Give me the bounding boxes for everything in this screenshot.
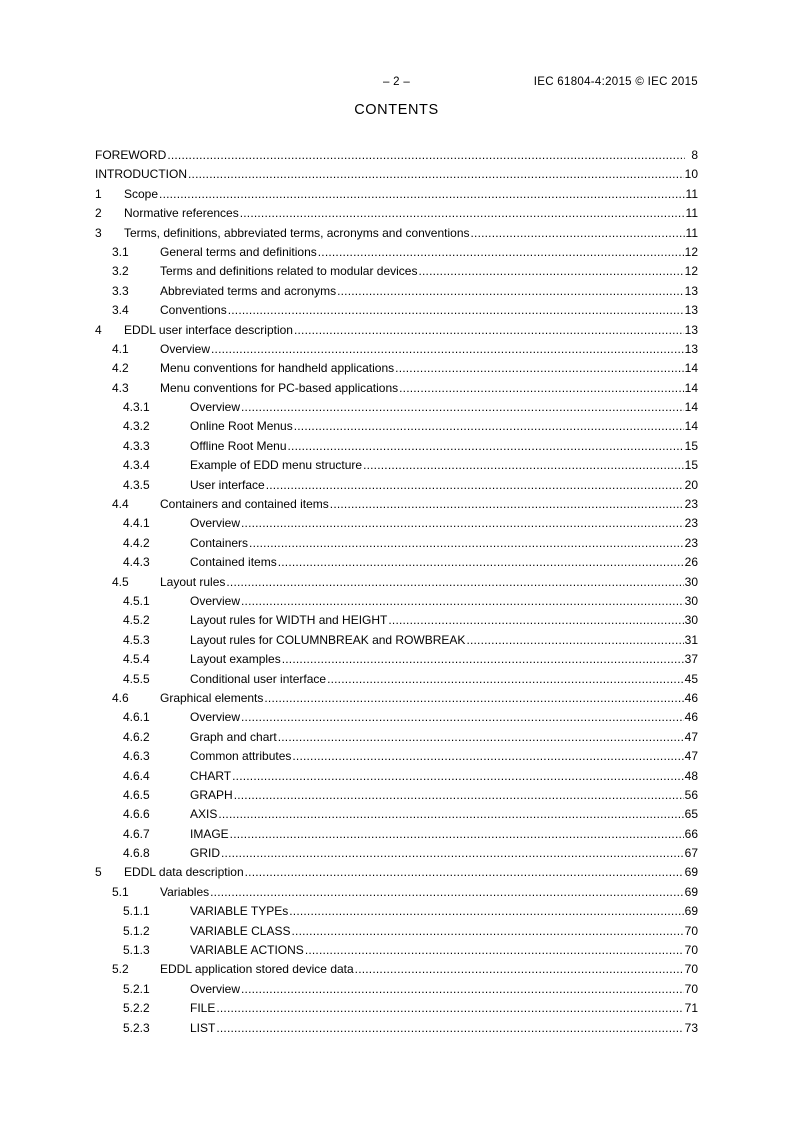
toc-entry-title: Layout rules for COLUMNBREAK and ROWBREAK [190,632,466,647]
toc-entry-page: 67 [684,846,698,861]
toc-entry-title: Variables [160,884,210,899]
toc-entry[interactable] [95,708,698,727]
toc-entry-title: VARIABLE TYPEs [190,904,289,919]
toc-dot-leader [337,282,684,301]
toc-entry[interactable] [95,573,698,592]
toc-entry-page: 45 [684,671,698,686]
toc-entry-page: 71 [684,1001,698,1016]
toc-entry-number: 4 [95,322,102,337]
toc-entry-title: GRAPH [190,787,233,802]
toc-entry-page: 47 [684,749,698,764]
toc-entry-page: 10 [684,167,698,182]
toc-entry[interactable] [95,670,698,689]
toc-entry-number: 3.4 [112,303,129,318]
toc-entry[interactable] [95,243,698,262]
toc-entry-page: 65 [684,807,698,822]
toc-dot-leader [241,980,684,999]
toc-dot-leader [388,611,683,630]
toc-entry[interactable] [95,379,698,398]
page-number: – 2 – [382,76,411,88]
toc-entry-title: AXIS [190,807,218,822]
page-title: CONTENTS [354,102,439,118]
toc-dot-leader [363,456,684,475]
toc-entry-title: Graphical elements [160,690,264,705]
toc-entry-page: 48 [684,768,698,783]
toc-entry-title: Conditional user interface [190,671,327,686]
toc-entry-number: 4.6.4 [123,768,150,783]
toc-entry[interactable] [95,553,698,572]
toc-entry-title: Common attributes [190,749,292,764]
toc-entry-page: 26 [684,555,698,570]
toc-entry-title: Overview [160,341,211,356]
toc-entry-title: Overview [190,981,241,996]
toc-entry-page: 13 [684,322,698,337]
toc-entry-number: 4.5.1 [123,593,150,608]
toc-dot-leader [232,767,684,786]
toc-entry[interactable] [95,825,698,844]
toc-dot-leader [249,534,684,553]
toc-dot-leader [228,301,684,320]
toc-entry-title: Abbreviated terms and acronyms [160,283,337,298]
toc-entry-page: 30 [684,574,698,589]
toc-entry-page: 14 [684,380,698,395]
toc-entry-title: Overview [190,516,241,531]
toc-entry[interactable] [95,514,698,533]
toc-entry-title: Layout examples [190,652,281,667]
toc-entry-number: 3.3 [112,283,129,298]
toc-entry[interactable] [95,922,698,941]
toc-entry[interactable] [95,165,698,184]
toc-dot-leader [211,340,684,359]
toc-entry-number: 4.3.3 [123,438,150,453]
toc-entry[interactable] [95,611,698,630]
toc-entry-title: EDDL application stored device data [160,962,354,977]
toc-dot-leader [241,398,684,417]
toc-entry-title: Layout rules [160,574,226,589]
toc-dot-leader [330,495,684,514]
toc-entry-page: 47 [684,729,698,744]
document-id: IEC 61804-4:2015 © IEC 2015 [533,76,698,88]
toc-dot-leader [264,689,683,708]
toc-entry-page: 70 [684,923,698,938]
toc-entry[interactable] [95,902,698,921]
toc-entry-page: 69 [684,904,698,919]
toc-entry-number: 4.3.5 [123,477,150,492]
toc-dot-leader [226,573,683,592]
toc-entry[interactable] [95,1019,698,1038]
toc-entry-page: 70 [684,962,698,977]
toc-dot-leader [241,708,684,727]
toc-entry-page: 70 [684,981,698,996]
toc-entry-title: Scope [124,186,159,201]
toc-entry-page: 13 [684,341,698,356]
toc-dot-leader [471,224,685,243]
toc-entry[interactable] [95,767,698,786]
toc-entry[interactable] [95,437,698,456]
toc-dot-leader [399,379,684,398]
toc-entry-number: 4.2 [112,361,129,376]
toc-entry[interactable] [95,650,698,669]
toc-entry-number: 4.3.1 [123,400,150,415]
toc-dot-leader [288,437,684,456]
toc-entry-number: 5.1 [112,884,129,899]
toc-entry-number: 4.4 [112,497,129,512]
toc-entry-number: 4.6 [112,690,129,705]
toc-entry-title: Overview [190,593,241,608]
toc-entry[interactable] [95,282,698,301]
toc-entry-title: Contained items [190,555,277,570]
toc-entry-page: 11 [685,206,698,221]
toc-dot-leader [216,999,683,1018]
toc-entry[interactable] [95,301,698,320]
toc-entry-number: 4.6.5 [123,787,150,802]
toc-dot-leader [355,960,684,979]
toc-entry-title: Menu conventions for PC-based applications [160,380,399,395]
toc-entry-page: 12 [684,244,698,259]
toc-entry-title: VARIABLE ACTIONS [190,943,304,958]
toc-entry-title: Terms and definitions related to modular devices [160,264,418,279]
toc-entry[interactable] [95,476,698,495]
toc-entry-title: EDDL user interface description [124,322,293,337]
toc-dot-leader [278,553,684,572]
toc-dot-leader [418,262,683,281]
toc-entry-page: 14 [684,419,698,434]
toc-entry-page: 23 [684,516,698,531]
toc-entry-title: FILE [190,1001,216,1016]
toc-entry-number: 4.4.2 [123,535,150,550]
toc-entry-number: 4.5.5 [123,671,150,686]
toc-entry-page: 20 [684,477,698,492]
toc-entry-number: 4.3 [112,380,129,395]
toc-dot-leader [216,1019,683,1038]
toc-dot-leader [318,243,684,262]
toc-entry-number: 3.1 [112,244,129,259]
toc-entry-title: Terms, definitions, abbreviated terms, acronyms and conventions [124,225,470,240]
toc-entry-title: Example of EDD menu structure [190,458,363,473]
toc-entry[interactable] [95,534,698,553]
toc-entry-title: General terms and definitions [160,244,317,259]
toc-entry-page: 8 [691,148,698,162]
toc-entry[interactable] [95,805,698,824]
toc-dot-leader [245,863,684,882]
toc-entry-title: Online Root Menus [190,419,293,434]
page-header [95,76,698,92]
toc-entry-page: 14 [684,400,698,415]
toc-entry-title: Overview [190,400,241,415]
toc-entry-number: 4.5 [112,574,129,589]
toc-entry-title: INTRODUCTION [95,167,187,182]
toc-entry-title: Overview [190,710,241,725]
toc-entry[interactable] [95,883,698,902]
toc-entry-number: 5.1.3 [123,943,150,958]
toc-dot-leader [327,670,684,689]
toc-entry-page: 66 [684,826,698,841]
toc-dot-leader [221,844,684,863]
toc-entry-number: 3.2 [112,264,129,279]
toc-entry-number: 5.2.3 [123,1020,150,1035]
toc-entry[interactable] [95,417,698,436]
toc-entry[interactable] [95,204,698,223]
toc-entry[interactable] [95,980,698,999]
toc-entry-page: 30 [684,593,698,608]
toc-entry-page: 11 [685,186,698,201]
toc-entry-title: Normative references [124,206,239,221]
toc-dot-leader [292,922,684,941]
toc-dot-leader [294,321,684,340]
toc-entry-number: 4.6.7 [123,826,150,841]
toc-dot-leader [294,417,684,436]
toc-dot-leader [289,902,683,921]
table-of-contents [95,146,698,1038]
toc-entry-number: 2 [95,206,102,221]
toc-entry-number: 4.5.4 [123,652,150,667]
toc-entry-page: 14 [684,361,698,376]
toc-entry-number: 4.6.2 [123,729,150,744]
toc-entry[interactable] [95,185,698,204]
toc-entry-page: 13 [684,283,698,298]
toc-entry-number: 4.1 [112,341,129,356]
toc-entry[interactable] [95,262,698,281]
toc-entry[interactable] [95,146,698,165]
toc-entry-number: 1 [95,186,102,201]
toc-entry-page: 15 [684,458,698,473]
toc-dot-leader [218,805,683,824]
toc-entry-title: Layout rules for WIDTH and HEIGHT [190,613,388,628]
toc-entry[interactable] [95,592,698,611]
toc-dot-leader [241,592,684,611]
toc-entry-title: GRID [190,846,220,861]
toc-entry-title: Menu conventions for handheld applications [160,361,395,376]
toc-entry[interactable] [95,456,698,475]
toc-entry-number: 4.6.6 [123,807,150,822]
toc-entry-title: Containers and contained items [160,497,329,512]
toc-dot-leader [266,476,684,495]
toc-entry-page: 37 [684,652,698,667]
toc-entry-page: 46 [684,690,698,705]
toc-dot-leader [188,165,684,184]
toc-entry-title: Graph and chart [190,729,277,744]
toc-entry[interactable] [95,359,698,378]
toc-entry-title: IMAGE [190,826,229,841]
toc-dot-leader [234,786,684,805]
toc-entry[interactable] [95,689,698,708]
toc-entry-title: FOREWORD [95,148,167,162]
toc-entry-title: EDDL data description [124,865,244,880]
toc-dot-leader [159,185,685,204]
toc-entry-title: User interface [190,477,265,492]
toc-entry-number: 4.5.2 [123,613,150,628]
toc-dot-leader [282,650,684,669]
toc-entry[interactable] [95,340,698,359]
toc-entry-title: Offline Root Menu [190,438,287,453]
toc-dot-leader [241,514,684,533]
toc-dot-leader [240,204,685,223]
toc-entry[interactable] [95,747,698,766]
toc-dot-leader [230,825,684,844]
toc-dot-leader [210,883,684,902]
toc-entry[interactable] [95,999,698,1018]
toc-entry-page: 46 [684,710,698,725]
toc-entry-page: 70 [684,943,698,958]
toc-entry-number: 4.5.3 [123,632,150,647]
toc-entry-page: 13 [684,303,698,318]
toc-entry[interactable] [95,224,698,243]
toc-entry-title: LIST [190,1020,216,1035]
toc-entry-number: 4.3.4 [123,458,150,473]
toc-entry-number: 5.2 [112,962,129,977]
toc-entry-number: 3 [95,225,102,240]
toc-entry-page: 69 [684,865,698,880]
toc-entry[interactable] [95,321,698,340]
toc-entry-number: 4.6.8 [123,846,150,861]
toc-dot-leader [292,747,683,766]
toc-dot-leader [167,146,685,165]
toc-entry-number: 5.2.1 [123,981,150,996]
toc-entry-number: 5.1.1 [123,904,150,919]
toc-entry[interactable] [95,398,698,417]
toc-entry[interactable] [95,863,698,882]
toc-entry-page: 56 [684,787,698,802]
toc-entry-title: VARIABLE CLASS [190,923,291,938]
toc-entry-page: 23 [684,497,698,512]
toc-entry-number: 5 [95,865,102,880]
toc-entry-page: 73 [684,1020,698,1035]
toc-entry-page: 15 [684,438,698,453]
toc-dot-leader [278,728,684,747]
toc-entry-number: 4.4.1 [123,516,150,531]
toc-entry[interactable] [95,844,698,863]
toc-entry-number: 4.4.3 [123,555,150,570]
toc-entry[interactable] [95,728,698,747]
toc-dot-leader [466,631,683,650]
toc-entry-number: 4.3.2 [123,419,150,434]
toc-entry-number: 5.1.2 [123,923,150,938]
toc-entry-number: 5.2.2 [123,1001,150,1016]
toc-entry-title: CHART [190,768,232,783]
toc-entry-page: 11 [685,225,698,240]
toc-entry-page: 69 [684,884,698,899]
toc-entry-page: 30 [684,613,698,628]
toc-entry[interactable] [95,631,698,650]
toc-entry[interactable] [95,495,698,514]
toc-entry-title: Conventions [160,303,227,318]
toc-entry[interactable] [95,786,698,805]
toc-entry-number: 4.6.3 [123,749,150,764]
toc-entry[interactable] [95,960,698,979]
toc-dot-leader [305,941,684,960]
toc-entry-title: Containers [190,535,249,550]
toc-entry-page: 23 [684,535,698,550]
toc-entry[interactable] [95,941,698,960]
toc-dot-leader [395,359,683,378]
toc-entry-number: 4.6.1 [123,710,150,725]
toc-entry-page: 12 [684,264,698,279]
toc-entry-page: 31 [684,632,698,647]
